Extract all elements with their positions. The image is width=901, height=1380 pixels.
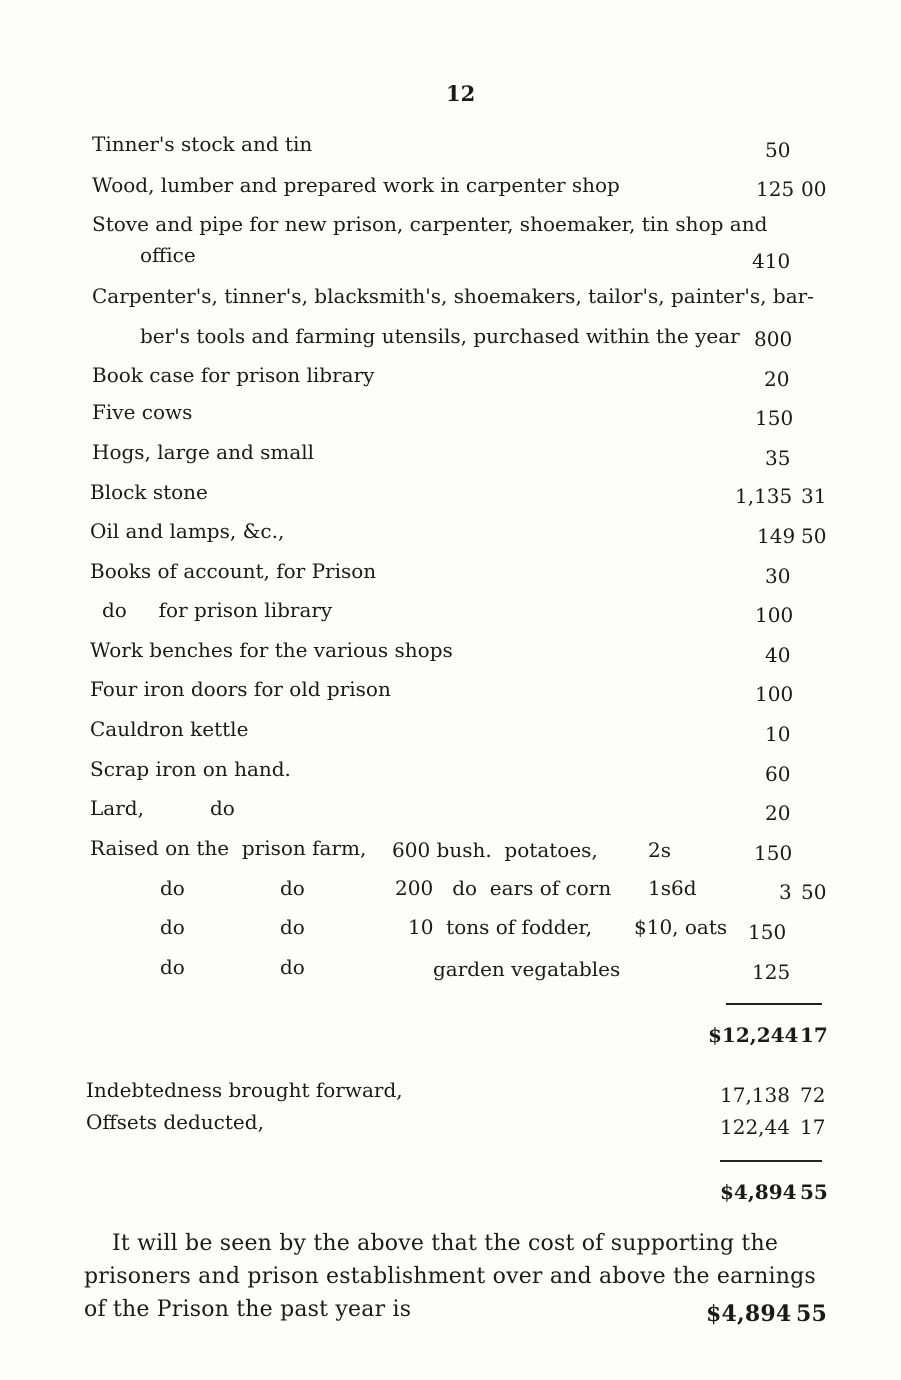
row-amount: 149 xyxy=(757,524,796,548)
farm-ditto: do xyxy=(280,876,305,900)
row-label: Books of account, for Prison xyxy=(90,559,377,583)
row-amount: 125 xyxy=(756,177,795,201)
row-label: Four iron doors for old prison xyxy=(90,677,391,701)
net-cents: 55 xyxy=(800,1180,828,1204)
row-label: Lard, xyxy=(90,796,144,820)
summary-line-2: prisoners and prison establishment over and above the earnings xyxy=(84,1264,816,1289)
row-amount: 100 xyxy=(755,603,794,627)
row-amount: 30 xyxy=(765,564,791,588)
indebtedness-amount: 17,138 xyxy=(720,1083,790,1107)
row-label-continuation: office xyxy=(140,243,196,267)
row-cents: 31 xyxy=(801,484,827,508)
farm-amount: 125 xyxy=(752,960,791,984)
farm-amount: 3 xyxy=(779,880,792,904)
farm-ditto: do xyxy=(280,915,305,939)
summary-amount: $4,894 xyxy=(706,1301,792,1327)
farm-ditto: do xyxy=(160,915,185,939)
farm-label: Raised on the prison farm, xyxy=(90,836,367,860)
row-cents: 50 xyxy=(801,524,827,548)
farm-rate: 2s xyxy=(648,838,671,862)
farm-amount: 150 xyxy=(748,920,787,944)
farm-item: garden vegatables xyxy=(433,957,621,981)
row-label: Carpenter's, tinner's, blacksmith's, shoemakers, tailor's, painter's, bar- xyxy=(92,284,814,308)
row-label: Block stone xyxy=(90,480,208,504)
summary-line-3: of the Prison the past year is xyxy=(84,1297,412,1322)
row-amount: 10 xyxy=(765,722,791,746)
offsets-cents: 17 xyxy=(800,1115,826,1139)
row-ditto: do xyxy=(210,796,235,820)
row-amount: 1,135 xyxy=(735,484,793,508)
net-amount: $4,894 xyxy=(720,1180,797,1204)
row-label: Hogs, large and small xyxy=(92,440,315,464)
row-amount: 60 xyxy=(765,762,791,786)
summary-cents: 55 xyxy=(796,1301,828,1327)
farm-item: 10 tons of fodder, xyxy=(408,915,593,939)
farm-cents: 50 xyxy=(801,880,827,904)
row-amount: 40 xyxy=(765,643,791,667)
offsets-amount: 122,44 xyxy=(720,1115,790,1139)
farm-amount: 150 xyxy=(754,841,793,865)
indebtedness-label: Indebtedness brought forward, xyxy=(86,1078,403,1102)
row-amount: 410 xyxy=(752,249,791,273)
farm-rate: $10, oats xyxy=(634,915,728,939)
subtotal-rule xyxy=(726,1003,822,1005)
offsets-label: Offsets deducted, xyxy=(86,1110,264,1134)
row-amount: 35 xyxy=(765,446,791,470)
row-label: Tinner's stock and tin xyxy=(92,132,313,156)
row-amount: 150 xyxy=(755,406,794,430)
row-label: do for prison library xyxy=(102,598,333,622)
row-cents: 00 xyxy=(801,177,827,201)
row-label: Scrap iron on hand. xyxy=(90,757,291,781)
subtotal-cents: 17 xyxy=(800,1023,828,1047)
row-amount: 20 xyxy=(764,367,790,391)
farm-ditto: do xyxy=(280,955,305,979)
row-amount: 20 xyxy=(765,801,791,825)
page-number: 12 xyxy=(446,81,476,106)
row-label: Five cows xyxy=(92,400,193,424)
row-amount: 50 xyxy=(765,138,791,162)
farm-ditto: do xyxy=(160,955,185,979)
farm-item: 600 bush. potatoes, xyxy=(392,838,598,862)
row-label: Work benches for the various shops xyxy=(90,638,453,662)
net-rule xyxy=(720,1160,822,1162)
indebtedness-cents: 72 xyxy=(800,1083,826,1107)
row-label: Oil and lamps, &c., xyxy=(90,519,285,543)
row-label-continuation: ber's tools and farming utensils, purchased within the year xyxy=(140,324,740,348)
row-label: Cauldron kettle xyxy=(90,717,249,741)
row-label: Wood, lumber and prepared work in carpenter shop xyxy=(92,173,620,197)
row-amount: 800 xyxy=(754,327,793,351)
farm-item: 200 do ears of corn xyxy=(395,876,612,900)
farm-rate: 1s6d xyxy=(648,876,697,900)
row-label: Book case for prison library xyxy=(92,363,375,387)
farm-ditto: do xyxy=(160,876,185,900)
subtotal-amount: $12,244 xyxy=(708,1023,799,1047)
row-amount: 100 xyxy=(755,682,794,706)
row-label: Stove and pipe for new prison, carpenter, shoemaker, tin shop and xyxy=(92,212,768,236)
summary-line-1: It will be seen by the above that the cost of supporting the xyxy=(112,1231,779,1256)
